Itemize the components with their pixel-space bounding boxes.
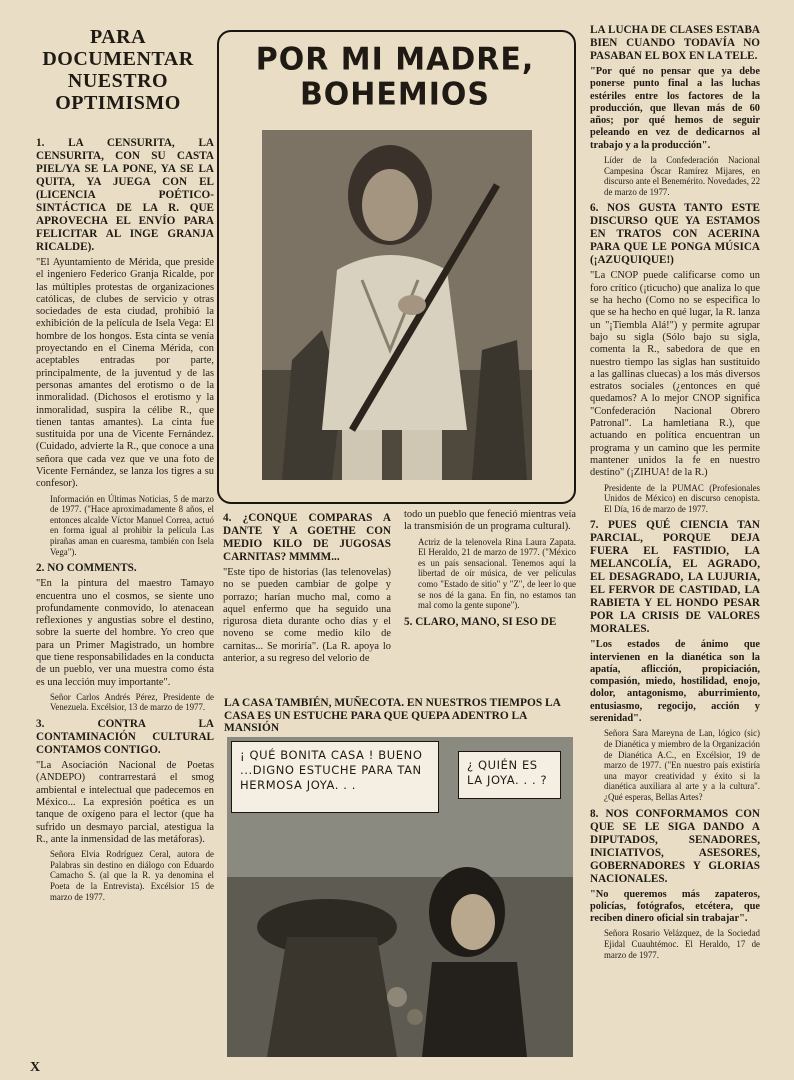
page-number: X <box>30 1060 41 1075</box>
section-6-source: Presidente de la PUMAC (Profesionales Unidos de México) en discurso cenopista. El Día, 16 de marzo de 1977. <box>604 482 760 514</box>
section-3-body: "La Asociación Nacional de Poetas (ANDEPO) contrarrestará el smog ambiental e intelectual que padecemos en México... La expresión poética es un tanque de oxígeno para el lector (que ha sufrido un desmayo parcial, atestigua la R., ante la inmensidad de las metáforas). <box>36 760 214 845</box>
section-5-heading-cont: LA LUCHA DE CLASES ESTABA BIEN CUANDO TODAVÍA NO PASABAN EL BOX EN LA TELE. <box>590 24 760 62</box>
feature-photo-portrait <box>262 130 532 480</box>
column-3 <box>404 509 576 632</box>
speech-bubble-right: ¿ QUIÉN ES LA JOYA. . . ? <box>458 751 561 799</box>
column-1 <box>36 134 214 907</box>
section-5-heading-start: 5. CLARO, MANO, SI ESO DE <box>404 615 557 628</box>
column-2 <box>223 509 391 668</box>
section-1-source: Información en Últimas Noticias, 5 de marzo de 1977. ("Hace aproximadamente 8 años, el entonces alcalde Víctor Manuel Correa, actuó en forma igual al prohibir la película Las pirañas aman en cuaresma, también con Isela Vega"). <box>50 493 214 557</box>
section-3-source: Señora Elvia Rodríguez Ceral, autora de Palabras sin destino en diálogo con Eduardo Camacho S. (al que la R. ya denomina el Poeta de la Entrevista). Excélsior 15 de marzo de 1977. <box>50 849 214 902</box>
section-6-body: "La CNOP puede calificarse como un foro crítico (¡ticucho) que analiza lo que se ha hecho (Como no se especifica lo que se ha hecho en qué lugar, la R. lanza un "¡Tiembla Alá!") y permite agrupar bajo su sigla (Sólo bajo su sigla, comenta la R., sabedora de que en nuestro tiempo las siglas han sustituido a las gallinas cluecas) a los más diversos estratos sociales (¿entonces en qué quedamos? A lo mejor CNOP significa "Confederación Nacional Obrero Patronal". La hamletiana R.), que actuando en política encuentran un programa y un camino que les permite mantener unidos la fe en nuestro destino" (¡ZIHUA! de la R.) <box>590 270 760 479</box>
section-4-heading: 4. ¿CONQUE COMPARAS A DANTE Y A GOETHE CON MEDIO KILO DE JUGOSAS CARNITAS? MMMM... <box>223 512 391 563</box>
column-4 <box>590 24 760 965</box>
section-8-heading: 8. NOS CONFORMAMOS CON QUE SE LE SIGA DANDO A DIPUTADOS, SENADORES, INICIATIVOS, ASESORES, GOBERNADORES Y GLORIAS NACIONALES. <box>590 807 760 885</box>
portrait-illustration <box>262 130 532 480</box>
section-7-body: "Los estados de ánimo que intervienen en la dianética son la apatía, aflicción, propiciación, compasión, miedo, hostilidad, enojo, dolor, antagonismo, aburrimiento, entusiasmo, regocijo, acción y serenidad". <box>590 639 760 725</box>
section-3-heading: 3. CONTRA LA CONTAMINACIÓN CULTURAL CONTAMOS CONTIGO. <box>36 718 214 757</box>
section-2-body: "En la pintura del maestro Tamayo encuentra uno el cosmos, se siente uno profundamente conmovido, lo atenacean reflexiones y angustias sobre el destino, sobre la suerte del hombre. Yo creo que para un Primer Magistrado, un hombre que tiene responsabilidades en la conducta de un pueblo, ver una muestra como ésta es una lección muy importante". <box>36 578 214 688</box>
section-7-source: Señora Sara Mareyna de Lan, lógico (sic) de Dianética y miembro de la Organización de Dianética A.C., en Excélsior, 19 de marzo de 1977. ("En nuestro país existiría una mayor creatividad y éxito si la dianética auxiliara al arte y a la cultura". ¿Qué esperas, Bellas Artes? <box>604 728 760 802</box>
section-6-heading: 6. NOS GUSTA TANTO ESTE DISCURSO QUE YA ESTAMOS EN TRATOS CON ACERINA PARA QUE LE PONGA MÚSICA (¡AZUQUIQUE!) <box>590 202 760 267</box>
section-1-heading: 1. LA CENSURITA, LA CENSURITA, CON SU CASTA PIEL/YA SE LA PONE, YA SE LA QUITA, YA JUEGA CON EL (LICENCIA POÉTICO-SINTÁCTICA DE LA R. QUE APROVECHA EL ENVÍO PARA FELICITAR AL INGE GRANJA RICALDE). <box>36 137 214 253</box>
section-5-body: "Por qué no pensar que ya debe ponerse punto final a las luchas estériles entre los factores de la producción, que llevan más de 60 años; por qué hemos de seguir peleando en vez de dedicarnos al trabajo y a la producción". <box>590 66 760 151</box>
section-5-source: Líder de la Confederación Nacional Campesina Óscar Ramírez Mijares, en discurso ante el Benemérito. Novedades, 22 de marzo de 1977. <box>604 155 761 197</box>
bottom-photo-caption: LA CASA TAMBIÉN, MUÑECOTA. EN NUESTROS TIEMPOS LA CASA ES UN ESTUCHE PARA QUE QUEPA ADENTRO LA MANSIÓN <box>224 697 561 735</box>
section-4-body: "Este tipo de historias (las telenovelas) no se pueden cambiar de golpe y porrazo; harían mucho mal, como a aquel enfermo que ha seguido una rigurosa dieta durante ocho días y el noveno se come medio kilo de carnitas... Se moriría". (La R. apoya lo anterior, a su regreso del velorio de <box>223 567 391 665</box>
page-title: PARA DOCUMENTAR NUESTRO OPTIMISMO <box>42 26 194 114</box>
section-8-source: Señora Rosario Velázquez, de la Sociedad Ejidal Cuauhtémoc. El Heraldo, 17 de marzo de 1977. <box>604 928 760 960</box>
section-7-heading: 7. PUES QUÉ CIENCIA TAN PARCIAL, PORQUE DEJA FUERA EL FASTIDIO, LA MELANCOLÍA, EL AGRADO, EL DESAGRADO, LA LUJURIA, EL FERVOR DE CASTIDAD, LA RABIETA Y EL HONDO PESAR POR LA CRISIS DE VALORES MORALES. <box>590 519 760 636</box>
section-4-source: Actriz de la telenovela Rina Laura Zapata. El Heraldo, 21 de marzo de 1977. ("México es un país sensacional. Tenemos aquí la libertad de oír música, de ver películas como "Estado de sitio" y "Z", de leer lo que se nos dé la gana. En fin, no estamos tan mal como la gente supone"). <box>418 536 576 611</box>
section-4-continued: todo un pueblo que feneció mientras veía la transmisión de un programa cultural). <box>404 509 576 533</box>
feature-title: POR MI MADRE, BOHEMIOS <box>255 41 535 113</box>
section-1-body: "El Ayuntamiento de Mérida, que preside el ingeniero Federico Granja Ricalde, por las múltiples protestas de organizaciones católicas, de clubes de servicio y otras sociedades de esta ciudad, prohibió la exhibición de la película de Isela Vega: El hombre de los hongos. Esta cinta se venía proyectando en el Cinema Mérida, con aceptables entradas por parte, principalmente, de la juventud y de las personas amantes del erotismo o de la inmoralidad. (Dichosos el erotismo y la inmoralidad, suspira la célibe R., que tienen tantas amantes). La cinta fue sustituida por una de Vicente Fernández. (Cuidado, advierte la R., que conoce a una señora que cada vez que ve una foto de Vicente Fernández, se lanza los tigres a su confesor). <box>36 257 214 490</box>
section-8-body: "No queremos más zapateros, policías, fotógrafos, etcétera, que reciben dinero oficial sin trabajar". <box>590 888 760 925</box>
speech-bubble-left: ¡ QUÉ BONITA CASA ! BUENO ...DIGNO ESTUCHE PARA TAN HERMOSA JOYA. . . <box>231 741 439 813</box>
section-2-heading: 2. NO COMMENTS. <box>36 562 137 575</box>
section-2-source: Señor Carlos Andrés Pérez, Presidente de Venezuela. Excélsior, 13 de marzo de 1977. <box>50 691 214 713</box>
